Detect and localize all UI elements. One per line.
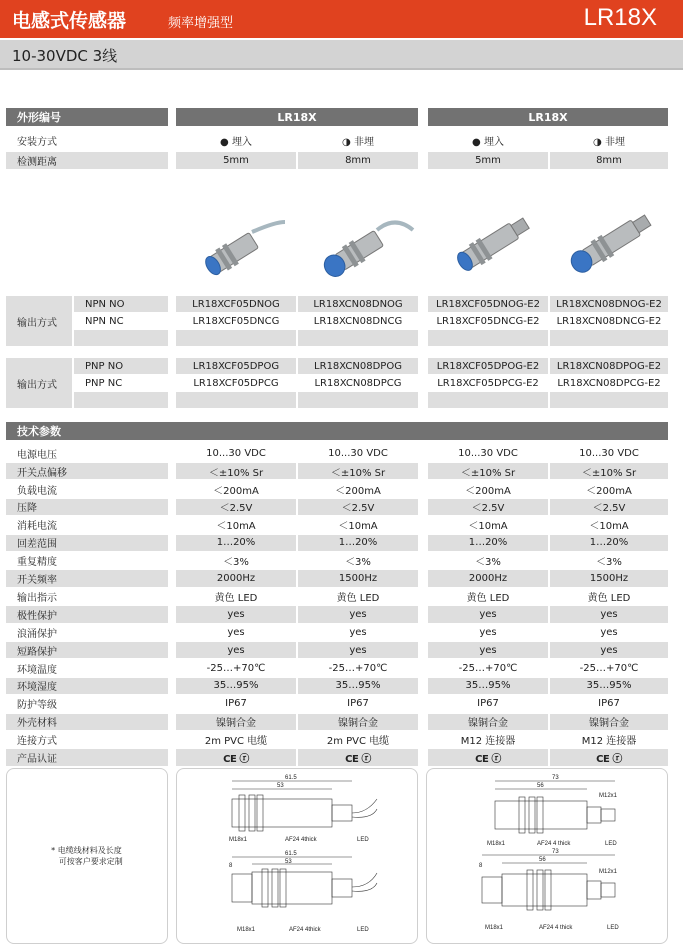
mount-label: 安装方式 — [17, 137, 57, 148]
npn-model: LR18XCF05DNCG-E2 — [436, 315, 540, 327]
spec-value: CE ⓡ — [550, 749, 668, 766]
spec-value: ＜10mA — [589, 521, 629, 533]
spec-value: yes — [176, 642, 296, 659]
spec-value: yes — [428, 642, 548, 659]
spec-value: 10...30 VDC — [206, 447, 266, 459]
spec-value: -25…+70℃ — [328, 662, 388, 674]
npn-type-0: NPN NO — [74, 296, 168, 312]
spec-value: 黄色 LED — [466, 592, 510, 604]
m12-bot-led: LED — [607, 925, 619, 931]
spec-value: 1…20% — [176, 535, 296, 552]
product-image-2 — [315, 205, 415, 285]
spec-value: CE ⓡ — [298, 749, 418, 766]
cable-note — [6, 768, 168, 944]
cable-drawing-panel — [176, 768, 418, 944]
mount-value: ● 埋入 — [220, 137, 252, 148]
spec-value: yes — [298, 606, 418, 623]
npn-model: LR18XCN08DNCG-E2 — [556, 315, 662, 327]
spec-value: yes — [550, 642, 668, 659]
m12-dimension-drawing — [427, 769, 668, 944]
m12-bot-len0: 8 — [479, 863, 483, 869]
product-image-1 — [190, 210, 290, 285]
spec-value: ＜3% — [345, 557, 371, 569]
spec-value: 35…95% — [176, 678, 296, 695]
npn-blank — [176, 330, 296, 346]
cable-top-thread: M18x1 — [229, 837, 248, 843]
spec-value: -25…+70℃ — [458, 662, 518, 674]
npn-model: LR18XCN08DNOG-E2 — [550, 296, 668, 312]
spec-label: 浪涌保护 — [17, 628, 57, 640]
spec-label: 输出指示 — [17, 592, 57, 604]
npn-blank — [428, 330, 548, 346]
pnp-model: LR18XCN08DPCG-E2 — [557, 377, 661, 389]
pnp-blank — [176, 392, 296, 408]
spec-label: 重复精度 — [17, 557, 57, 569]
spec-value: 10...30 VDC — [458, 447, 518, 459]
spec-value: ＜10mA — [338, 521, 378, 533]
npn-blank — [298, 330, 418, 346]
pnp-model: LR18XCF05DPOG-E2 — [428, 358, 548, 374]
spec-value: yes — [176, 606, 296, 623]
spec-value: CE ⓡ — [176, 749, 296, 766]
pnp-blank — [428, 392, 548, 408]
spec-value: M12 连接器 — [581, 736, 637, 748]
spec-value: 1…20% — [428, 535, 548, 552]
m12-top-thread: M18x1 — [487, 841, 506, 847]
spec-value: 35…95% — [550, 678, 668, 695]
cable-bot-thread: M18x1 — [237, 927, 256, 933]
mount-value: ◑ 非埋 — [342, 137, 374, 148]
pnp-type-blank — [74, 392, 168, 408]
m12-top-conn: M12x1 — [599, 793, 618, 799]
spec-value: 35…95% — [298, 678, 418, 695]
spec-value: ＜200mA — [335, 485, 381, 497]
spec-label: 压降 — [6, 499, 168, 516]
pnp-blank — [298, 392, 418, 408]
spec-label: 开关点偏移 — [6, 463, 168, 480]
npn-model: LR18XCN08DNCG — [313, 315, 403, 327]
spec-value: ＜2.5V — [176, 499, 296, 516]
m12-top-led: LED — [605, 841, 617, 847]
mount-value: ● 埋入 — [472, 137, 504, 148]
spec-value: yes — [600, 626, 618, 638]
spec-value: 黄色 LED — [587, 592, 631, 604]
shape-label: 外形编号 — [6, 108, 168, 126]
pnp-type-1: PNP NC — [85, 377, 123, 389]
spec-value: ＜2.5V — [428, 499, 548, 516]
spec-value: ＜3% — [223, 557, 249, 569]
spec-value: ＜10mA — [216, 521, 256, 533]
spec-value: IP67 — [347, 698, 369, 710]
spec-label: 开关频率 — [6, 570, 168, 587]
m12-bot-len2: 56 — [539, 857, 546, 863]
spec-value: -25…+70℃ — [579, 662, 639, 674]
header-model: LR18X — [583, 4, 657, 31]
spec-value: 1500Hz — [550, 570, 668, 587]
m12-bot-thread: M18x1 — [485, 925, 504, 931]
spec-value: ＜3% — [596, 557, 622, 569]
product-image-4 — [560, 190, 675, 285]
cable-bot-nut: AF24 4thick — [289, 927, 321, 933]
cable-bot-led: LED — [357, 927, 369, 933]
spec-value: yes — [349, 626, 367, 638]
spec-label: 极性保护 — [6, 606, 168, 623]
spec-value: ＜10mA — [468, 521, 508, 533]
spec-value: ＜±10% Sr — [298, 463, 418, 480]
pnp-blank — [550, 392, 668, 408]
spec-value: ＜200mA — [213, 485, 259, 497]
pnp-model: LR18XCN08DPOG-E2 — [550, 358, 668, 374]
spec-value: 镍铜合金 — [298, 714, 418, 731]
m12-drawing-panel — [426, 768, 668, 944]
spec-label: 电源电压 — [17, 449, 57, 461]
spec-value: 2m PVC 电缆 — [326, 736, 390, 748]
spec-value: 10...30 VDC — [328, 447, 388, 459]
spec-value: -25…+70℃ — [206, 662, 266, 674]
m12-bot-len1: 73 — [552, 849, 559, 855]
spec-value: IP67 — [225, 698, 247, 710]
spec-value: 2000Hz — [176, 570, 296, 587]
spec-label: 产品认证 — [6, 749, 168, 766]
spec-value: 2000Hz — [428, 570, 548, 587]
cable-top-nut: AF24 4thick — [285, 837, 317, 843]
product-image-3 — [440, 195, 550, 285]
cable-top-led: LED — [357, 837, 369, 843]
cable-note-text: * 电缆线材料及长度 可按客户要求定制 — [51, 846, 123, 866]
spec-value: 镍铜合金 — [428, 714, 548, 731]
spec-value: ＜±10% Sr — [550, 463, 668, 480]
mount-value: ◑ 非埋 — [593, 137, 625, 148]
cable-top-len1: 61.5 — [285, 775, 297, 781]
cable-bot-len2: 53 — [285, 859, 292, 865]
voltage-text: 10-30VDC 3线 — [12, 47, 118, 65]
spec-value: 10...30 VDC — [579, 447, 639, 459]
m12-top-len1: 73 — [552, 775, 559, 781]
spec-label: 消耗电流 — [17, 521, 57, 533]
distance-value: 8mm — [298, 152, 418, 169]
spec-value: yes — [428, 606, 548, 623]
spec-value: IP67 — [598, 698, 620, 710]
pnp-model: LR18XCN08DPOG — [298, 358, 418, 374]
spec-value: 镍铜合金 — [176, 714, 296, 731]
spec-value: yes — [227, 626, 245, 638]
npn-type-blank — [74, 330, 168, 346]
spec-value: 1…20% — [298, 535, 418, 552]
group-header-2: LR18X — [428, 108, 668, 126]
cable-bot-len0: 8 — [229, 863, 233, 869]
spec-value: 1…20% — [550, 535, 668, 552]
spec-value: M12 连接器 — [460, 736, 516, 748]
npn-model: LR18XCF05DNCG — [192, 315, 280, 327]
spec-value: ＜±10% Sr — [428, 463, 548, 480]
pnp-model: LR18XCF05DPCG — [193, 377, 279, 389]
npn-model: LR18XCF05DNOG-E2 — [428, 296, 548, 312]
pnp-model: LR18XCN08DPCG — [314, 377, 402, 389]
spec-label: 防护等级 — [17, 700, 57, 712]
spec-value: yes — [550, 606, 668, 623]
spec-value: IP67 — [477, 698, 499, 710]
distance-value: 5mm — [428, 152, 548, 169]
spec-value: 2m PVC 电缆 — [204, 736, 268, 748]
pnp-model: LR18XCF05DPCG-E2 — [437, 377, 539, 389]
voltage-banner — [0, 40, 683, 70]
spec-value: 1500Hz — [298, 570, 418, 587]
distance-value: 5mm — [176, 152, 296, 169]
spec-label: 回差范围 — [6, 535, 168, 552]
spec-label: 连接方式 — [17, 736, 57, 748]
m12-top-nut: AF24 4 thick — [537, 841, 571, 847]
pnp-output-label: 输出方式 — [6, 358, 72, 408]
spec-value: 35…95% — [428, 678, 548, 695]
page-header — [0, 0, 683, 38]
spec-label: 环境湿度 — [6, 678, 168, 695]
spec-value: CE ⓡ — [428, 749, 548, 766]
npn-output-label: 输出方式 — [6, 296, 72, 346]
spec-value: ＜200mA — [586, 485, 632, 497]
cable-dimension-drawing — [177, 769, 418, 944]
spec-label: 环境温度 — [17, 664, 57, 676]
spec-value: yes — [479, 626, 497, 638]
cable-top-len2: 53 — [277, 783, 284, 789]
tech-params-header: 技术参数 — [6, 422, 668, 440]
spec-value: 黄色 LED — [336, 592, 380, 604]
pnp-type-0: PNP NO — [74, 358, 168, 374]
npn-model: LR18XCF05DNOG — [176, 296, 296, 312]
npn-blank — [550, 330, 668, 346]
spec-label: 短路保护 — [6, 642, 168, 659]
m12-top-len2: 56 — [537, 783, 544, 789]
group-header-1: LR18X — [176, 108, 418, 126]
spec-value: yes — [298, 642, 418, 659]
spec-label: 负载电流 — [17, 485, 57, 497]
spec-value: ＜±10% Sr — [176, 463, 296, 480]
distance-label: 检测距离 — [6, 152, 168, 169]
header-subtitle: 频率增强型 — [168, 16, 234, 31]
m12-bot-conn: M12x1 — [599, 869, 618, 875]
spec-value: 黄色 LED — [214, 592, 258, 604]
npn-model: LR18XCN08DNOG — [298, 296, 418, 312]
cable-bot-len1: 61.5 — [285, 851, 297, 857]
pnp-model: LR18XCF05DPOG — [176, 358, 296, 374]
spec-value: ＜200mA — [465, 485, 511, 497]
spec-value: ＜2.5V — [298, 499, 418, 516]
spec-value: 镍铜合金 — [550, 714, 668, 731]
spec-value: ＜3% — [475, 557, 501, 569]
spec-value: ＜2.5V — [550, 499, 668, 516]
m12-bot-nut: AF24 4 thick — [539, 925, 573, 931]
header-title: 电感式传感器 — [12, 10, 127, 32]
distance-value: 8mm — [550, 152, 668, 169]
npn-type-1: NPN NC — [85, 315, 124, 327]
spec-label: 外壳材料 — [6, 714, 168, 731]
